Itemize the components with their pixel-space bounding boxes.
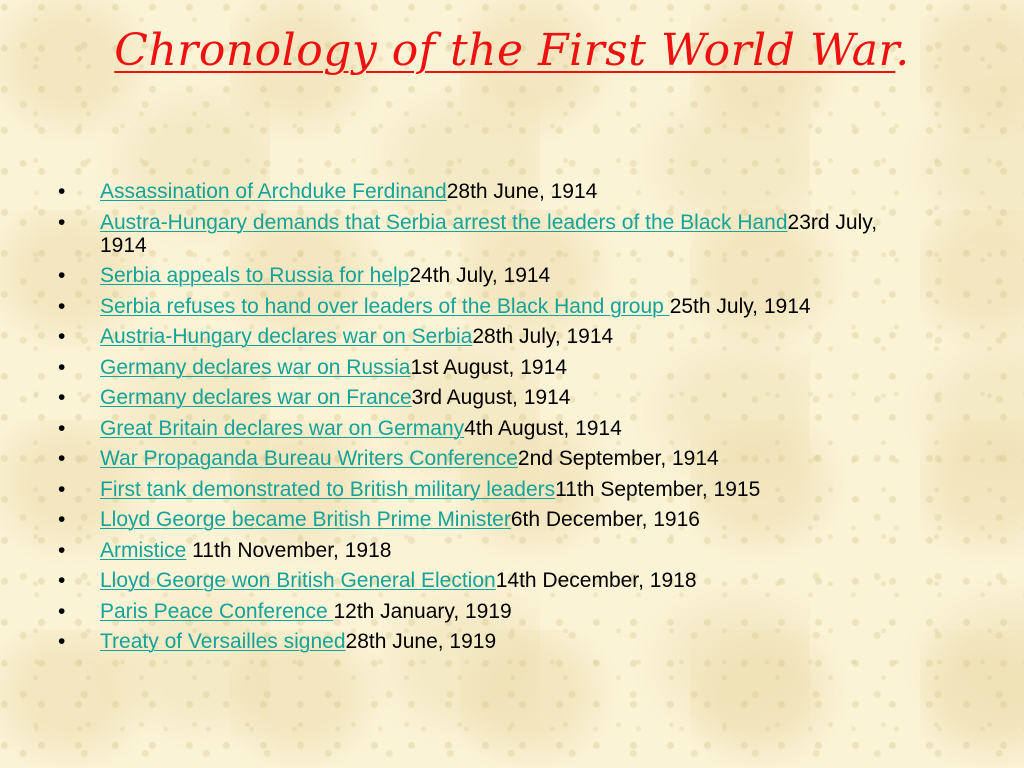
bullet: •	[58, 477, 66, 501]
event-link[interactable]: Paris Peace Conference	[100, 599, 334, 623]
slide-title-text: Chronology of the First World War	[114, 25, 896, 76]
event-link[interactable]: Germany declares war on Russia	[100, 355, 411, 379]
event-date: 28th June, 1914	[446, 180, 598, 203]
event-date: 6th December, 1916	[510, 508, 700, 531]
timeline-item	[58, 447, 920, 470]
timeline-item	[58, 630, 920, 653]
bullet: •	[58, 386, 66, 409]
slide-title	[60, 22, 964, 80]
event-link[interactable]: Serbia refuses to hand over leaders of the Black Hand group	[100, 294, 670, 318]
bullet: •	[58, 355, 66, 379]
bullet: •	[58, 180, 66, 203]
event-link[interactable]: Great Britain declares war on Germany	[100, 416, 465, 440]
event-link[interactable]: Assassination of Archduke Ferdinand	[100, 180, 447, 203]
event-date: 12th January, 1919	[333, 599, 512, 623]
event-date: 25th July, 1914	[669, 294, 811, 318]
event-date: 4th August, 1914	[464, 416, 622, 440]
event-date: 24th July, 1914	[409, 264, 551, 287]
timeline-item	[58, 355, 920, 379]
event-date: 23rd July, 1914	[100, 210, 878, 257]
bullet: •	[58, 416, 66, 440]
event-link[interactable]: Treaty of Versailles signed	[100, 630, 346, 653]
timeline-item	[58, 538, 920, 562]
event-date: 3rd August, 1914	[411, 386, 571, 409]
bullet: •	[58, 325, 66, 348]
event-date: 14th December, 1918	[495, 569, 697, 592]
timeline-item	[58, 264, 920, 287]
slide-title-period: .	[895, 25, 910, 76]
event-link[interactable]: War Propaganda Bureau Writers Conference	[100, 447, 518, 470]
bullet: •	[58, 264, 66, 287]
timeline-item	[58, 508, 920, 531]
bullet: •	[58, 569, 66, 592]
timeline-item	[58, 210, 920, 257]
event-timeline-list	[58, 180, 920, 661]
event-date: 11th September, 1915	[555, 477, 761, 501]
event-link[interactable]: Austria-Hungary declares war on Serbia	[100, 325, 473, 348]
event-date: 11th November, 1918	[186, 538, 392, 562]
event-link[interactable]: Germany declares war on France	[100, 386, 412, 409]
timeline-item	[58, 325, 920, 348]
bullet: •	[58, 447, 66, 470]
event-date: 1st August, 1914	[410, 355, 567, 379]
bullet: •	[58, 630, 66, 653]
timeline-item	[58, 599, 920, 623]
event-date: 28th June, 1919	[345, 630, 497, 653]
timeline-item	[58, 386, 920, 409]
bullet: •	[58, 538, 66, 562]
event-link[interactable]: Lloyd George became British Prime Minister	[100, 508, 511, 531]
bullet: •	[58, 599, 66, 623]
event-date: 2nd September, 1914	[517, 447, 719, 470]
event-link[interactable]: Lloyd George won British General Election	[100, 569, 496, 592]
bullet: •	[58, 210, 66, 234]
bullet: •	[58, 508, 66, 531]
timeline-item	[58, 416, 920, 440]
timeline-item	[58, 294, 920, 318]
bullet: •	[58, 294, 66, 318]
event-date: 28th July, 1914	[472, 325, 614, 348]
event-link[interactable]: Serbia appeals to Russia for help	[100, 264, 410, 287]
timeline-item	[58, 569, 920, 592]
event-link[interactable]: First tank demonstrated to British military leaders	[100, 477, 556, 501]
event-link[interactable]: Austra-Hungary demands that Serbia arrest the leaders of the Black Hand	[100, 210, 788, 234]
timeline-item	[58, 180, 920, 203]
timeline-item	[58, 477, 920, 501]
event-link[interactable]: Armistice	[100, 538, 187, 562]
